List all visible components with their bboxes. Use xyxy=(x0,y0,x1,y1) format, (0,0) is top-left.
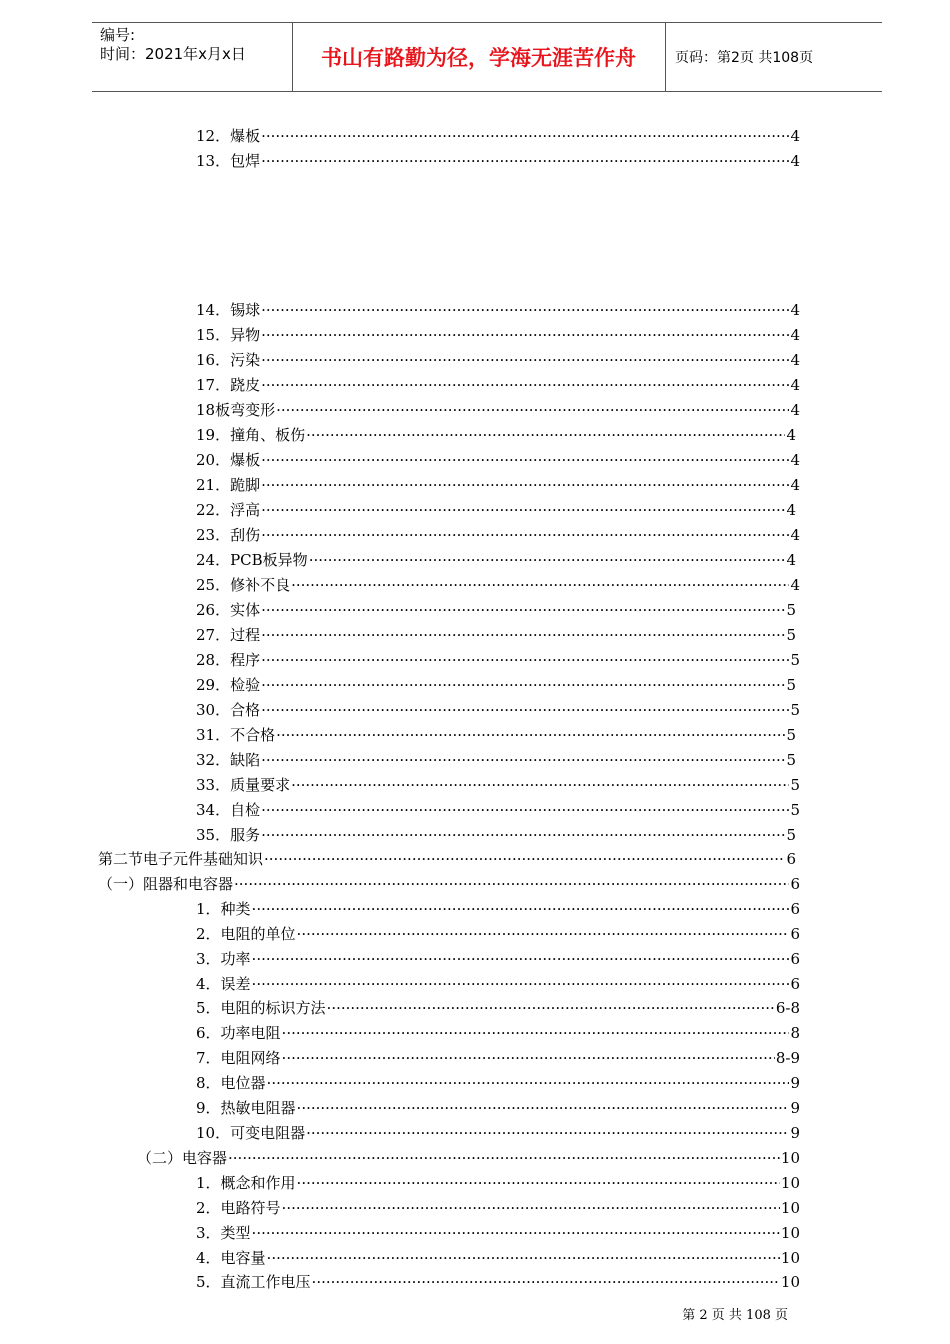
toc-entry[interactable] xyxy=(196,450,800,470)
toc-entry-page: 4 xyxy=(786,426,796,444)
toc-entry-page: 10 xyxy=(780,1249,800,1267)
toc-entry-title: 10．可变电阻器 xyxy=(196,1124,306,1142)
toc-entry-title: 32．缺陷 xyxy=(196,751,261,769)
toc-entry-title: 2．电路符号 xyxy=(196,1199,281,1217)
toc-entry[interactable] xyxy=(196,899,800,919)
toc-leader-dots xyxy=(261,750,785,770)
toc-entry[interactable] xyxy=(196,1073,800,1093)
toc-leader-dots xyxy=(252,949,790,969)
toc-entry-title: （二）电容器 xyxy=(137,1149,228,1167)
toc-entry-page: 5 xyxy=(786,601,796,619)
toc-entry[interactable] xyxy=(196,800,800,820)
toc-leader-dots xyxy=(261,325,789,345)
toc-entry[interactable] xyxy=(196,500,796,520)
toc-entry-page: 8-9 xyxy=(775,1049,800,1067)
number-label: 编号: xyxy=(100,26,136,44)
toc-leader-dots xyxy=(261,675,785,695)
toc-entry-page: 10 xyxy=(780,1199,800,1217)
toc-leader-dots xyxy=(261,350,789,370)
toc-leader-dots xyxy=(306,1123,789,1143)
toc-entry[interactable] xyxy=(196,400,800,420)
toc-entry-title: 28．程序 xyxy=(196,651,261,669)
toc-entry-page: 6 xyxy=(790,925,800,943)
toc-leader-dots xyxy=(261,700,789,720)
header-page-info: 页码：第2页 共108页 xyxy=(675,50,814,66)
toc-entry[interactable] xyxy=(137,1148,800,1168)
toc-entry-page: 5 xyxy=(786,726,796,744)
toc-leader-dots xyxy=(297,1173,780,1193)
toc-entry[interactable] xyxy=(196,949,800,969)
toc-entry[interactable] xyxy=(196,625,796,645)
toc-entry-page: 9 xyxy=(790,1099,800,1117)
toc-entry-title: 4．电容量 xyxy=(196,1249,266,1267)
toc-entry-title: 29．检验 xyxy=(196,676,261,694)
toc-leader-dots xyxy=(267,1073,790,1093)
toc-entry-title: 19．撞角、板伤 xyxy=(196,426,306,444)
toc-entry-title: 26．实体 xyxy=(196,601,261,619)
toc-entry-title: 3．功率 xyxy=(196,950,251,968)
toc-entry[interactable] xyxy=(196,1272,800,1292)
toc-leader-dots xyxy=(261,126,789,146)
toc-entry-page: 4 xyxy=(790,451,800,469)
toc-leader-dots xyxy=(276,400,789,420)
toc-leader-dots xyxy=(228,1148,780,1168)
toc-leader-dots xyxy=(306,425,785,445)
toc-leader-dots xyxy=(312,1272,780,1292)
toc-entry[interactable] xyxy=(196,750,796,770)
toc-entry[interactable] xyxy=(196,825,796,845)
toc-entry[interactable] xyxy=(196,1098,800,1118)
toc-entry[interactable] xyxy=(196,1198,800,1218)
toc-entry[interactable] xyxy=(196,775,800,795)
toc-entry[interactable] xyxy=(196,300,800,320)
toc-entry[interactable] xyxy=(196,650,800,670)
toc-entry-title: 13．包焊 xyxy=(196,152,261,170)
toc-entry-page: 4 xyxy=(790,152,800,170)
toc-leader-dots xyxy=(261,825,785,845)
toc-entry-title: 9．热敏电阻器 xyxy=(196,1099,296,1117)
toc-leader-dots xyxy=(291,575,789,595)
toc-entry-title: 5．电阻的标识方法 xyxy=(196,999,326,1017)
toc-leader-dots xyxy=(261,800,789,820)
toc-entry[interactable] xyxy=(196,475,800,495)
toc-leader-dots xyxy=(261,450,789,470)
toc-leader-dots xyxy=(261,300,789,320)
header-motto: 书山有路勤为径，学海无涯苦作舟 xyxy=(321,46,636,70)
toc-entry-page: 9 xyxy=(790,1124,800,1142)
toc-entry-page: 4 xyxy=(786,551,796,569)
toc-entry[interactable] xyxy=(196,675,796,695)
toc-entry[interactable] xyxy=(196,1173,800,1193)
toc-leader-dots xyxy=(297,1098,790,1118)
toc-entry[interactable] xyxy=(196,1223,800,1243)
toc-entry[interactable] xyxy=(196,924,800,944)
toc-entry[interactable] xyxy=(196,525,800,545)
toc-leader-dots xyxy=(282,1048,775,1068)
toc-leader-dots xyxy=(261,625,785,645)
toc-entry-page: 6 xyxy=(790,950,800,968)
toc-leader-dots xyxy=(261,475,789,495)
toc-leader-dots xyxy=(282,1023,790,1043)
toc-entry[interactable] xyxy=(98,874,800,894)
toc-entry-title: 30．合格 xyxy=(196,701,261,719)
toc-leader-dots xyxy=(264,849,785,869)
toc-entry-page: 6 xyxy=(790,875,800,893)
toc-entry-title: 5．直流工作电压 xyxy=(196,1273,311,1291)
toc-entry[interactable] xyxy=(196,325,800,345)
toc-entry-page: 6 xyxy=(790,900,800,918)
toc-leader-dots xyxy=(261,375,789,395)
page-header xyxy=(92,22,882,92)
toc-entry[interactable] xyxy=(196,151,800,171)
toc-entry-title: 18板弯变形 xyxy=(196,401,276,419)
toc-leader-dots xyxy=(252,974,790,994)
toc-leader-dots xyxy=(267,1248,780,1268)
toc-entry-page: 4 xyxy=(790,127,800,145)
toc-entry-title: 31．不合格 xyxy=(196,726,276,744)
toc-entry[interactable] xyxy=(196,600,796,620)
toc-leader-dots xyxy=(261,650,789,670)
toc-entry-page: 5 xyxy=(786,826,796,844)
toc-entry[interactable] xyxy=(196,550,796,570)
toc-entry-title: 3．类型 xyxy=(196,1224,251,1242)
header-left xyxy=(100,26,295,64)
toc-entry-page: 9 xyxy=(790,1074,800,1092)
toc-entry-title: 7．电阻网络 xyxy=(196,1049,281,1067)
toc-leader-dots xyxy=(282,1198,780,1218)
toc-entry-page: 6-8 xyxy=(775,999,800,1017)
toc-entry-page: 4 xyxy=(790,326,800,344)
toc-entry-page: 10 xyxy=(780,1149,800,1167)
toc-entry-title: 15．异物 xyxy=(196,326,261,344)
toc-entry-title: 2．电阻的单位 xyxy=(196,925,296,943)
toc-entry-page: 4 xyxy=(790,401,800,419)
toc-entry-title: 27．过程 xyxy=(196,626,261,644)
toc-leader-dots xyxy=(261,600,785,620)
toc-leader-dots xyxy=(252,899,790,919)
toc-entry[interactable] xyxy=(98,849,796,869)
toc-entry-title: 6．功率电阻 xyxy=(196,1024,281,1042)
page-footer: 第 2 页 共 108 页 xyxy=(682,1308,788,1323)
toc-entry-title: 34．自检 xyxy=(196,801,261,819)
toc-entry-title: 14．锡球 xyxy=(196,301,261,319)
toc-entry-page: 5 xyxy=(786,751,796,769)
toc-entry-title: 25．修补不良 xyxy=(196,576,291,594)
toc-entry-title: 16．污染 xyxy=(196,351,261,369)
toc-entry-page: 10 xyxy=(780,1224,800,1242)
toc-entry[interactable] xyxy=(196,1248,800,1268)
toc-entry-page: 4 xyxy=(790,526,800,544)
toc-entry-title: 17．跷皮 xyxy=(196,376,261,394)
toc-leader-dots xyxy=(291,775,789,795)
toc-entry-title: 12．爆板 xyxy=(196,127,261,145)
toc-entry[interactable] xyxy=(196,1048,800,1068)
toc-entry-page: 4 xyxy=(786,501,796,519)
toc-entry[interactable] xyxy=(196,425,796,445)
toc-entry-page: 4 xyxy=(790,351,800,369)
toc-entry-title: 33．质量要求 xyxy=(196,776,291,794)
toc-entry[interactable] xyxy=(196,575,800,595)
toc-entry[interactable] xyxy=(196,1023,800,1043)
toc-entry[interactable] xyxy=(196,700,800,720)
toc-entry[interactable] xyxy=(196,998,800,1018)
toc-entry-page: 4 xyxy=(790,476,800,494)
toc-entry-page: 4 xyxy=(790,301,800,319)
toc-leader-dots xyxy=(234,874,789,894)
toc-entry-page: 6 xyxy=(786,850,796,868)
toc-entry-title: 1．概念和作用 xyxy=(196,1174,296,1192)
toc-leader-dots xyxy=(327,998,775,1018)
toc-entry[interactable] xyxy=(196,725,796,745)
toc-entry-title: 24．PCB板异物 xyxy=(196,551,308,569)
toc-entry-page: 10 xyxy=(780,1174,800,1192)
toc-entry-title: 4．误差 xyxy=(196,975,251,993)
toc-entry-title: 23．刮伤 xyxy=(196,526,261,544)
toc-entry[interactable] xyxy=(196,350,800,370)
header-divider xyxy=(665,23,666,91)
toc-entry-page: 5 xyxy=(786,676,796,694)
toc-entry-title: 8．电位器 xyxy=(196,1074,266,1092)
time-label: 时间：2021年x月x日 xyxy=(100,45,246,63)
toc-leader-dots xyxy=(261,525,789,545)
toc-entry-page: 4 xyxy=(790,376,800,394)
toc-leader-dots xyxy=(297,924,790,944)
toc-entry-page: 5 xyxy=(790,651,800,669)
toc-leader-dots xyxy=(252,1223,780,1243)
toc-entry[interactable] xyxy=(196,1123,800,1143)
toc-leader-dots xyxy=(276,725,785,745)
toc-entry-title: 20．爆板 xyxy=(196,451,261,469)
toc-entry-page: 10 xyxy=(780,1273,800,1291)
toc-entry-title: 第二节电子元件基础知识 xyxy=(98,850,264,868)
toc-entry-page: 4 xyxy=(790,576,800,594)
toc-entry[interactable] xyxy=(196,126,800,146)
toc-entry[interactable] xyxy=(196,974,800,994)
toc-entry-title: 35．服务 xyxy=(196,826,261,844)
toc-entry[interactable] xyxy=(196,375,800,395)
toc-entry-title: 1．种类 xyxy=(196,900,251,918)
toc-entry-page: 5 xyxy=(790,801,800,819)
toc-entry-page: 5 xyxy=(790,701,800,719)
toc-entry-title: 21．跪脚 xyxy=(196,476,261,494)
toc-leader-dots xyxy=(309,550,786,570)
toc-leader-dots xyxy=(261,500,785,520)
toc-entry-page: 8 xyxy=(790,1024,800,1042)
toc-entry-page: 6 xyxy=(790,975,800,993)
toc-entry-page: 5 xyxy=(790,776,800,794)
toc-leader-dots xyxy=(261,151,789,171)
toc-entry-page: 5 xyxy=(786,626,796,644)
toc-entry-title: （一）阻器和电容器 xyxy=(98,875,234,893)
toc-entry-title: 22．浮高 xyxy=(196,501,261,519)
